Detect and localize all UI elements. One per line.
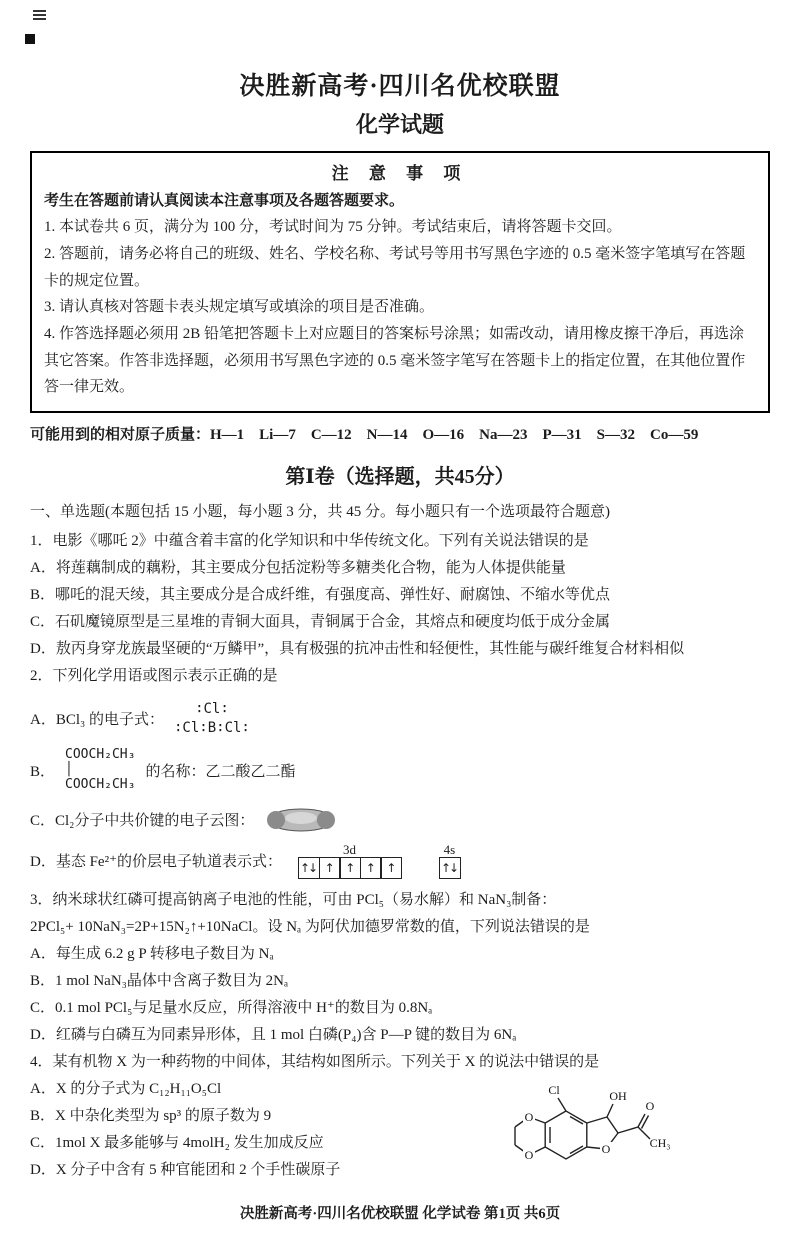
notice-box xyxy=(30,151,770,413)
orbital-3d-group xyxy=(298,843,401,879)
atom-label-methyl: CH₃ xyxy=(649,1135,671,1150)
q2-option-d-label: D．基态 Fe²⁺的价层电子轨道表示式： xyxy=(30,854,282,871)
q4-option-a: A．X 的分子式为 C₁₂H₁₁O₅Cl xyxy=(30,1080,222,1097)
atomic-masses-line: 可能用到的相对原子质量：H—1 Li—7 C—12 N—14 O—16 Na—23 P—31 S—32 Co—59 xyxy=(30,427,699,444)
q4-block xyxy=(30,1049,770,1184)
atom-label-oh: OH xyxy=(609,1088,627,1103)
q1-option-d: D．敖丙身穿龙族最坚硬的“万鳞甲”，具有极强的抗冲击性和轻便性，其性能与碳纤维复合材料相似 xyxy=(30,641,685,658)
q4-option-c: C．1mol X 最多能够与 4molH₂ 发生加成反应 xyxy=(30,1134,324,1151)
atom-label-ring-o-top: O xyxy=(524,1109,534,1124)
lewis-bottom-row: ∶Cl∶B∶Cl∶ xyxy=(174,719,250,736)
notice-lead: 考生在答题前请认真阅读本注意事项及各题答题要求。 xyxy=(44,193,405,209)
orbital-box: ↑↓ xyxy=(298,857,320,879)
q2-option-a xyxy=(30,694,770,744)
orbital-diagram xyxy=(298,843,460,879)
q4-option-b: B．X 中杂化类型为 sp³ 的原子数为 9 xyxy=(30,1107,272,1124)
atom-label-carbonyl-o: O xyxy=(645,1098,655,1113)
q1-stem: 1．电影《哪吒 2》中蕴含着丰富的化学知识和中华传统文化。下列有关说法错误的是 xyxy=(30,533,589,550)
q2-option-c xyxy=(30,805,770,835)
q3-option-a: A．每生成 6.2 g P 转移电子数目为 Nₐ xyxy=(30,945,274,962)
q4-option-d: D．X 分子中含有 5 种官能团和 2 个手性碳原子 xyxy=(30,1161,341,1178)
q4-options xyxy=(30,1076,489,1184)
orbital-3d-label: 3d xyxy=(343,841,357,857)
notice-item-4: 4. 作答选择题必须用 2B 铅笔把答题卡上对应题目的答案标号涂黑；如需改动，请用橡皮擦干净后，再选涂其它答案。作答非选择题，必须用书写黑色字迹的 0.5 毫米签字笔写在答题卡上的指定位置，在其他位置作答一律无效。 xyxy=(44,326,746,396)
q1-option-a: A．将莲藕制成的藕粉，其主要成分包括淀粉等多糖类化合物，能为人体提供能量 xyxy=(30,560,566,577)
q3-option-c: C．0.1 mol PCl₅与足量水反应，所得溶液中 H⁺的数目为 0.8Nₐ xyxy=(30,999,433,1016)
q1-option-c: C．石矶魔镜原型是三星堆的青铜大面具，青铜属于合金，其熔点和硬度均低于成分金属 xyxy=(30,614,611,631)
questions-area xyxy=(30,499,770,1184)
orbital-box: ↑↓ xyxy=(439,857,461,879)
corner-lines-icon xyxy=(33,8,46,22)
q2-option-d xyxy=(30,843,770,879)
q3-option-b: B．1 mol NaN₃晶体中含离子数目为 2Nₐ xyxy=(30,972,289,989)
oxalate-ester-formula xyxy=(65,744,135,797)
molecule-structure-image xyxy=(504,1063,682,1195)
q2-stem: 2．下列化学用语或图示表示正确的是 xyxy=(30,668,278,685)
notice-item-2: 2. 答题前，请务必将自己的班级、姓名、学校名称、考试号等用书写黑色字迹的 0.5 毫米签字笔填写在答题卡的规定位置。 xyxy=(44,245,746,289)
page-footer: 决胜新高考·四川名优校联盟 化学试卷 第1页 共6页 xyxy=(239,1206,561,1222)
q3-option-d: D．红磷与白磷互为同素异形体，且 1 mol 白磷(P₄)含 P—P 键的数目为 6Nₐ xyxy=(30,1026,517,1043)
part1-heading: 一、单选题(本题包括 15 小题，每小题 3 分，共 45 分。每小题只有一个选项最符合题意) xyxy=(30,504,610,521)
q3-stem-1: 3．纳米球状红磷可提高钠离子电池的性能，可由 PCl₅（易水解）和 NaN₃制备： xyxy=(30,891,557,908)
orbital-4s-label: 4s xyxy=(443,841,456,857)
orbital-box: ↑ xyxy=(380,857,402,879)
lewis-top-row: ∶Cl∶ xyxy=(195,701,229,718)
page-title: 决胜新高考·四川名优校联盟 xyxy=(239,73,561,100)
orbital-4s-group xyxy=(439,843,460,879)
q1-option-b: B．哪吒的混天绫，其主要成分是合成纤维，有强度高、弹性好、耐腐蚀、不缩水等优点 xyxy=(30,587,611,604)
formula-bond: │ xyxy=(65,761,73,777)
orbital-box: ↑ xyxy=(360,857,382,879)
orbital-box: ↑ xyxy=(339,857,361,879)
q3-stem-2: 2PCl₅+ 10NaN₃=2P+15N₂↑+10NaCl。设 Nₐ 为阿伏加德罗常数的值，下列说法错误的是 xyxy=(30,918,590,935)
orbital-3d-boxes xyxy=(298,857,401,879)
q2-option-b xyxy=(30,744,770,797)
atom-label-cl: Cl xyxy=(548,1082,560,1097)
notice-item-1: 1. 本试卷共 6 页，满分为 100 分，考试时间为 75 分钟。考试结束后，请将答题卡交回。 xyxy=(44,219,622,236)
q2-option-b-label: B． xyxy=(30,763,56,780)
notice-title: 注 意 事 项 xyxy=(331,164,469,183)
q2-option-c-label: C．Cl₂分子中共价键的电子云图： xyxy=(30,813,255,830)
orbital-box: ↑ xyxy=(319,857,341,879)
atom-label-furan-o: O xyxy=(601,1141,611,1156)
formula-bottom: COOCH₂CH₃ xyxy=(65,776,136,792)
notice-item-3: 3. 请认真核对答题卡表头规定填写或填涂的项目是否准确。 xyxy=(44,299,435,316)
q2-option-a-label: A．BCl₃ 的电子式： xyxy=(30,712,164,729)
q2-option-b-name: 的名称：乙二酸乙二酯 xyxy=(145,763,296,780)
registration-square-icon xyxy=(25,34,35,44)
section-1-heading: 第Ⅰ卷（选择题，共45分） xyxy=(285,466,515,489)
electron-cloud-icon xyxy=(264,805,338,835)
atom-label-ring-o-bottom: O xyxy=(524,1147,534,1162)
formula-top: COOCH₂CH₃ xyxy=(65,746,136,762)
orbital-4s-boxes xyxy=(439,857,460,879)
page-subtitle: 化学试题 xyxy=(355,112,444,137)
q4-stem: 4．某有机物 X 为一种药物的中间体，其结构如图所示。下列关于 X 的说法中错误的是 xyxy=(30,1053,600,1070)
bcl3-lewis-structure xyxy=(174,694,250,744)
